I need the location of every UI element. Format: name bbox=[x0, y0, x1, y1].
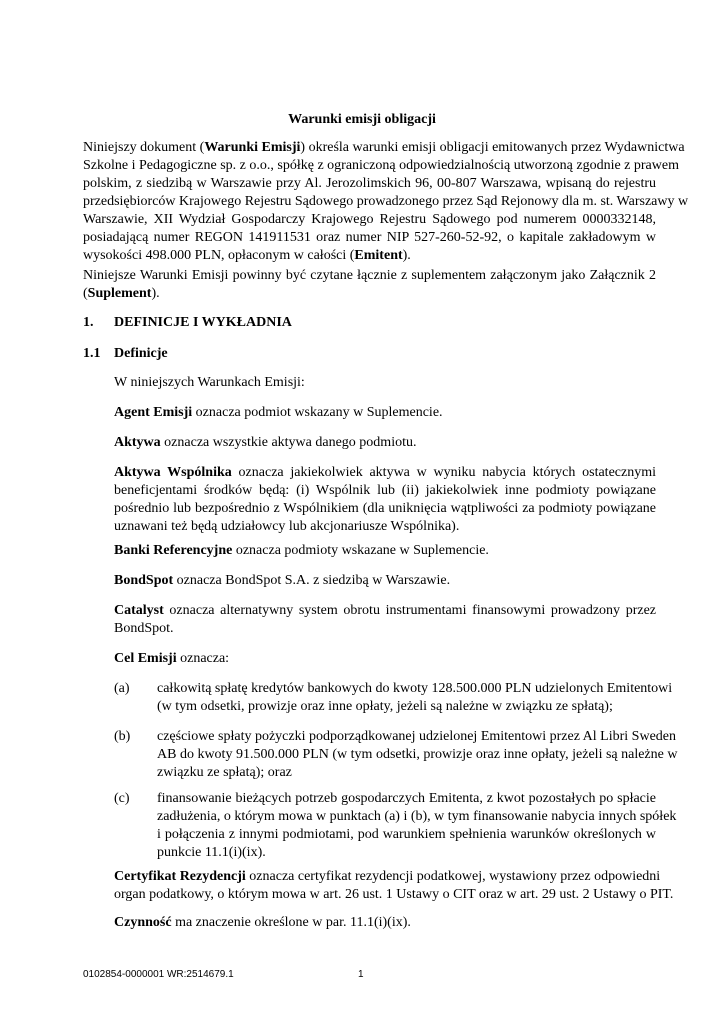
footer-document-reference: 0102854-0000001 WR:2514679.1 bbox=[83, 969, 234, 980]
subsection-title: Definicje bbox=[114, 346, 168, 361]
intro-line: Warszawie, XII Wydział Gospodarczy Krajowego Rejestru Sądowego pod numerem 0000332148, bbox=[83, 212, 656, 227]
definition-term: Aktywa Wspólnika bbox=[114, 465, 232, 480]
term-emitent: Emitent bbox=[354, 248, 403, 263]
subsection-number: 1.1 bbox=[83, 346, 101, 361]
intro-line: wysokości 498.000 PLN, opłaconym w całości (Emitent). bbox=[83, 248, 411, 263]
intro-line: Niniejszy dokument (Warunki Emisji) określa warunki emisji obligacji emitowanych przez Wydawnictwa bbox=[83, 140, 685, 155]
term-suplement: Suplement bbox=[87, 286, 152, 301]
intro-line: posiadającą numer REGON 141911531 oraz numer NIP 527-260-52-92, o kapitale zakładowym w bbox=[83, 230, 656, 245]
definition-term: Aktywa bbox=[114, 435, 161, 450]
list-item-label: (c) bbox=[114, 791, 130, 806]
definitions-intro: W niniejszych Warunkach Emisji: bbox=[114, 375, 305, 390]
definition-term: Banki Referencyjne bbox=[114, 543, 233, 558]
definition-term: Cel Emisji bbox=[114, 651, 177, 666]
section-number: 1. bbox=[83, 315, 94, 330]
list-item: finansowanie bieżących potrzeb gospodarczych Emitenta, z kwot pozostałych po spłacie zadłużenia, o którym mowa w punktach (a) i (b), w tym finansowanie nabycia innych spółek i połączenia z innymi podmiotami, pod warunkiem spełnienia warunków określonych w punkcie 11.1(i)(ix). bbox=[157, 791, 677, 860]
definition-aktywa-wspolnika: Aktywa Wspólnika oznacza jakiekolwiek aktywa w wyniku nabycia których ostatecznymi beneficjentami środków będą: (i) Wspólnik lub (ii) jakiekolwiek inne podmioty powiązane pośrednio lub bezpośrednio z Wspólnikiem (dla uniknięcia wątpliwości za podmioty powiązane uznawani też będą udziałowcy lub akcjonariusze Wspólnika). bbox=[114, 465, 656, 534]
list-item: całkowitą spłatę kredytów bankowych do kwoty 128.500.000 PLN udzielonych Emitentowi (w tym odsetki, prowizje oraz inne opłaty, jeżeli są należne w związku ze spłatą); bbox=[157, 681, 673, 714]
definition-czynnosc: Czynność ma znaczenie określone w par. 11.1(i)(ix). bbox=[114, 915, 411, 930]
list-item: częściowe spłaty pożyczki podporządkowanej udzielonej Emitentowi przez Al Libri Sweden AB do kwoty 91.500.000 PLN (w tym odsetki, prowizje oraz inne opłaty, jeżeli są należne w związku ze spłatą); oraz bbox=[157, 729, 678, 780]
definition-agent-emisji: Agent Emisji oznacza podmiot wskazany w Suplemencie. bbox=[114, 405, 443, 420]
document-title: Warunki emisji obligacji bbox=[288, 112, 436, 127]
definition-term: Agent Emisji bbox=[114, 405, 193, 420]
definition-term: Catalyst bbox=[114, 603, 164, 618]
definition-cel-emisji: Cel Emisji oznacza: bbox=[114, 651, 230, 666]
list-item-label: (b) bbox=[114, 729, 131, 744]
definition-term: Certyfikat Rezydencji bbox=[114, 869, 246, 884]
definition-aktywa: Aktywa oznacza wszystkie aktywa danego podmiotu. bbox=[114, 435, 417, 450]
definition-bondspot: BondSpot oznacza BondSpot S.A. z siedzibą w Warszawie. bbox=[114, 573, 451, 588]
definition-term: BondSpot bbox=[114, 573, 174, 588]
list-item-label: (a) bbox=[114, 681, 130, 696]
intro-paragraph bbox=[83, 139, 689, 265]
footer-page-number: 1 bbox=[358, 969, 364, 980]
term-warunki-emisji: Warunki Emisji bbox=[204, 140, 301, 155]
definition-catalyst: Catalyst oznacza alternatywny system obrotu instrumentami finansowymi prowadzony przez BondSpot. bbox=[114, 603, 656, 636]
definition-banki-referencyjne: Banki Referencyjne oznacza podmioty wskazane w Suplemencie. bbox=[114, 543, 489, 558]
intro-line: polskim, z siedzibą w Warszawie przy Al. Jerozolimskich 96, 00-807 Warszawa, wpisaną do rejestru bbox=[83, 176, 656, 191]
definition-term: Czynność bbox=[114, 915, 172, 930]
definition-certyfikat-rezydencji: Certyfikat Rezydencji oznacza certyfikat rezydencji podatkowej, wystawiony przez odpowiedni organ podatkowy, o którym mowa w art. 26 ust. 1 Ustawy o CIT oraz w art. 29 ust. 2 Ustawy o PIT. bbox=[114, 869, 674, 902]
supplement-paragraph: Niniejsze Warunki Emisji powinny być czytane łącznie z suplementem załączonym jako Załącznik 2 (Suplement). bbox=[83, 268, 656, 301]
intro-line: Szkolne i Pedagogiczne sp. z o.o., spółkę z ograniczoną odpowiedzialnością utworzoną zgodnie z prawem bbox=[83, 158, 679, 173]
intro-line: przedsiębiorców Krajowego Rejestru Sądowego prowadzonego przez Sąd Rejonowy dla m. st. Warszawy w bbox=[83, 194, 689, 209]
section-title: DEFINICJE I WYKŁADNIA bbox=[114, 315, 292, 330]
